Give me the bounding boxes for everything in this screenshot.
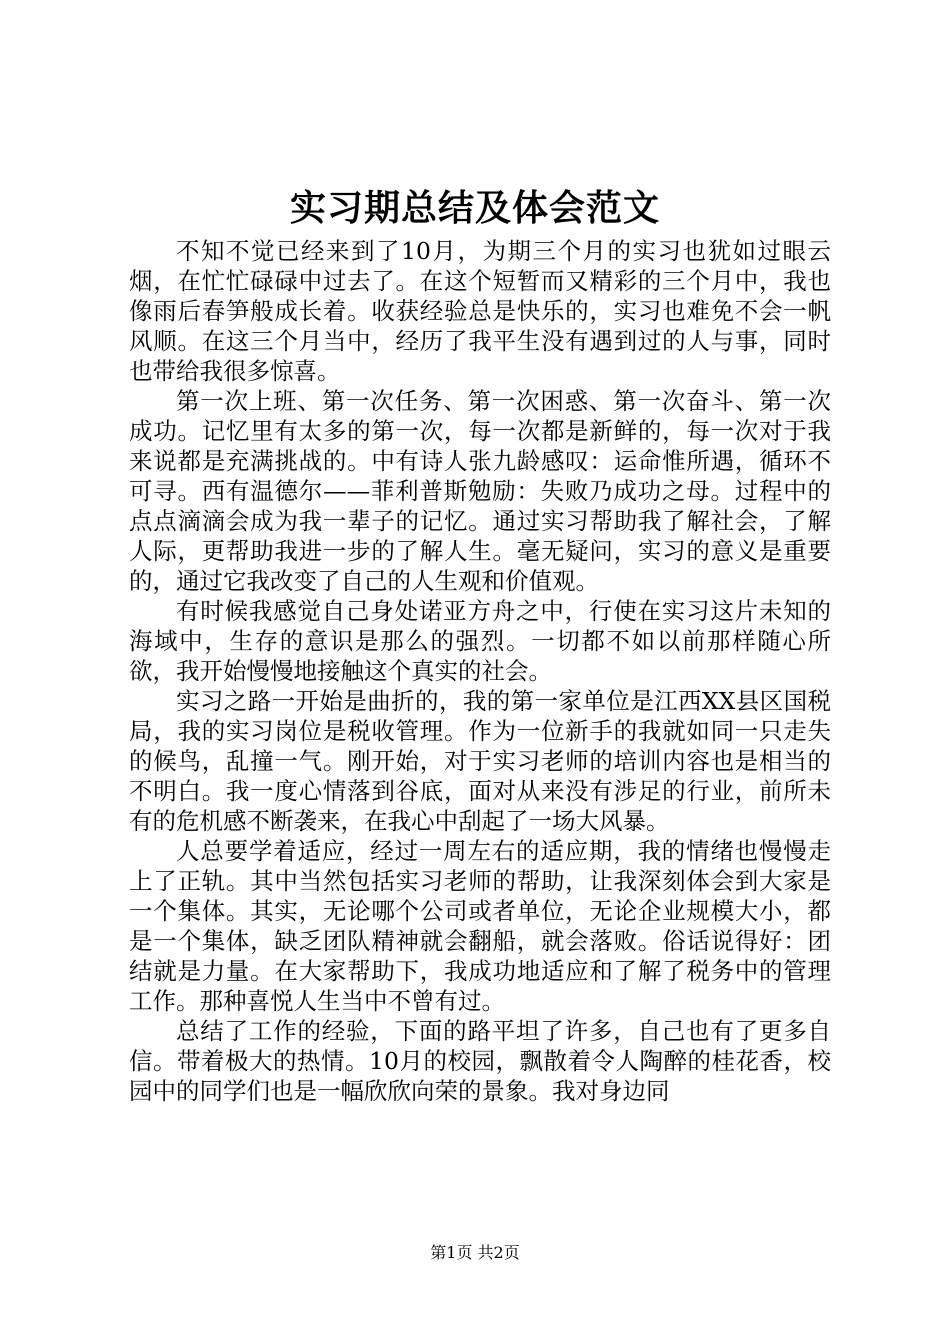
paragraph: 不知不觉已经来到了10月，为期三个月的实习也犹如过眼云烟，在忙忙碌碌中过去了。在这个短暂而又精彩的三个月中，我也像雨后春笋般成长着。收获经验总是快乐的，实习也难免不会一帆风顺。在这三个月当中，经历了我平生没有遇到过的人与事，同时也带给我很多惊喜。 (129, 237, 831, 385)
paragraph: 人总要学着适应，经过一周左右的适应期，我的情绪也慢慢走上了正轨。其中当然包括实习老师的帮助，让我深刻体会到大家是一个集体。其实，无论哪个公司或者单位，无论企业规模大小，都是一个集体，缺乏团队精神就会翻船，就会落败。俗话说得好：团结就是力量。在大家帮助下，我成功地适应和了解了税务中的管理工作。那种喜悦人生当中不曾有过。 (129, 837, 831, 1015)
page-number-footer: 第1页 共2页 (430, 1243, 520, 1262)
paragraph: 总结了工作的经验，下面的路平坦了许多，自己也有了更多自信。带着极大的热情。10月的校园，飘散着令人陶醉的桂花香，校园中的同学们也是一幅欣欣向荣的景象。我对身边同 (129, 1017, 831, 1105)
paragraph: 实习之路一开始是曲折的，我的第一家单位是江西XX县区国税局，我的实习岗位是税收管理。作为一位新手的我就如同一只走失的候鸟，乱撞一气。刚开始，对于实习老师的培训内容也是相当的不明白。我一度心情落到谷底，面对从来没有涉足的行业，前所未有的危机感不断袭来，在我心中刮起了一场大风暴。 (129, 687, 831, 835)
document-body (129, 236, 831, 1106)
document-title: 实习期总结及体会范文 (289, 187, 660, 229)
paragraph: 第一次上班、第一次任务、第一次困惑、第一次奋斗、第一次成功。记忆里有太多的第一次，每一次都是新鲜的，每一次对于我来说都是充满挑战的。中有诗人张九龄感叹：运命惟所遇，循环不可寻。西有温德尔——菲利普斯勉励：失败乃成功之母。过程中的点点滴滴会成为我一辈子的记忆。通过实习帮助我了解社会，了解人际，更帮助我进一步的了解人生。毫无疑问，实习的意义是重要的，通过它我改变了自己的人生观和价值观。 (129, 387, 831, 595)
paragraph: 有时候我感觉自己身处诺亚方舟之中，行使在实习这片未知的海域中，生存的意识是那么的强烈。一切都不如以前那样随心所欲，我开始慢慢地接触这个真实的社会。 (129, 597, 831, 685)
